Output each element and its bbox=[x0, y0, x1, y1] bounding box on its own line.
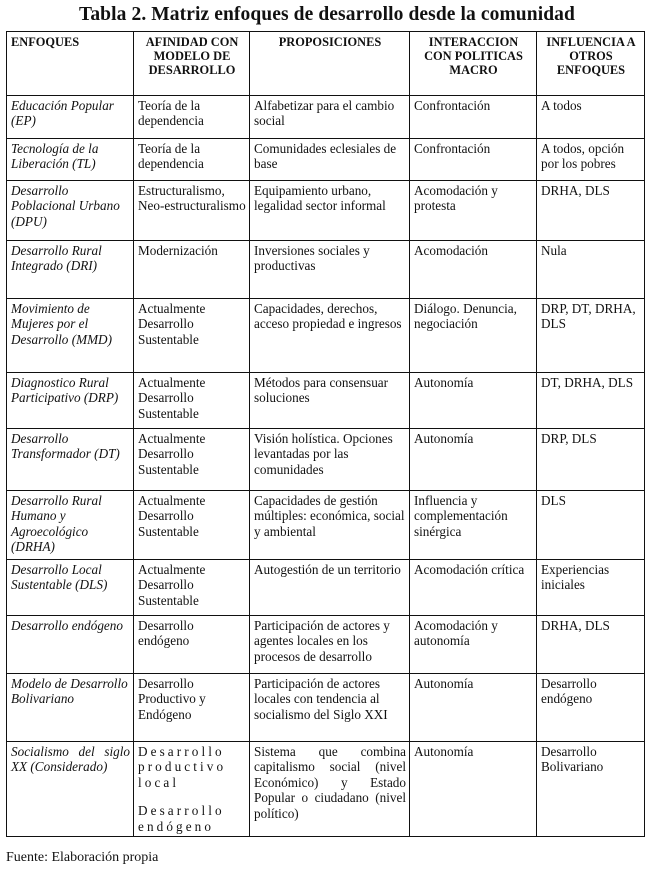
table-title: Tabla 2. Matriz enfoques de desarrollo desde la comunidad bbox=[79, 4, 575, 25]
source-note: Fuente: Elaboración propia bbox=[6, 850, 159, 865]
cell-enfoque: Tecnología de la Liberación (TL) bbox=[7, 139, 134, 181]
cell-interaccion: Autonomía bbox=[410, 373, 537, 429]
cell-afinidad: Teoría de la dependencia bbox=[134, 96, 250, 139]
cell-interaccion: Autonomía bbox=[410, 429, 537, 491]
cell-proposiciones: Capacidades, derechos, acceso propiedad e ingresos bbox=[250, 299, 410, 373]
cell-proposiciones: Sistema que combina capitalismo social (nivel Económico) y Estado Popular o ciudadano (nivel político) bbox=[250, 742, 410, 837]
cell-enfoque: Desarrollo Local Sustentable (DLS) bbox=[7, 560, 134, 616]
header-proposiciones: PROPOSICIONES bbox=[250, 32, 410, 96]
cell-interaccion: Confrontación bbox=[410, 96, 537, 139]
cell-influencia: Experiencias iniciales bbox=[537, 560, 645, 616]
cell-afinidad: Actualmente Desarrollo Sustentable bbox=[134, 491, 250, 560]
cell-proposiciones: Autogestión de un territorio bbox=[250, 560, 410, 616]
cell-enfoque: Diagnostico Rural Participativo (DRP) bbox=[7, 373, 134, 429]
cell-influencia: DRHA, DLS bbox=[537, 181, 645, 241]
cell-enfoque: Desarrollo Rural Integrado (DRI) bbox=[7, 241, 134, 299]
table-row bbox=[7, 96, 645, 139]
header-enfoques: ENFOQUES bbox=[7, 32, 134, 96]
cell-influencia: DRP, DT, DRHA, DLS bbox=[537, 299, 645, 373]
table-row bbox=[7, 491, 645, 560]
cell-interaccion: Acomodación bbox=[410, 241, 537, 299]
table-row bbox=[7, 560, 645, 616]
cell-spacer bbox=[138, 790, 246, 803]
cell-afinidad: Actualmente Desarrollo Sustentable bbox=[134, 373, 250, 429]
cell-influencia: Nula bbox=[537, 241, 645, 299]
cell-influencia: DRP, DLS bbox=[537, 429, 645, 491]
cell-proposiciones: Métodos para consensuar soluciones bbox=[250, 373, 410, 429]
cell-proposiciones: Inversiones sociales y productivas bbox=[250, 241, 410, 299]
header-afinidad: AFINIDAD CON MODELO DE DESARROLLO bbox=[134, 32, 250, 96]
table-header-row bbox=[7, 32, 645, 96]
cell-proposiciones: Capacidades de gestión múltiples: económica, social y ambiental bbox=[250, 491, 410, 560]
cell-proposiciones: Comunidades eclesiales de base bbox=[250, 139, 410, 181]
cell-afinidad: Estructuralismo, Neo-estructuralismo bbox=[134, 181, 250, 241]
cell-afinidad: Actualmente Desarrollo Sustentable bbox=[134, 299, 250, 373]
table-row bbox=[7, 299, 645, 373]
table-row bbox=[7, 241, 645, 299]
cell-proposiciones: Participación de actores y agentes locales en los procesos de desarrollo bbox=[250, 616, 410, 674]
cell-interaccion: Diálogo. Denuncia, negociación bbox=[410, 299, 537, 373]
cell-interaccion: Acomodación y autonomía bbox=[410, 616, 537, 674]
table-row bbox=[7, 742, 645, 837]
cell-interaccion: Acomodación y protesta bbox=[410, 181, 537, 241]
cell-afinidad: Actualmente Desarrollo Sustentable bbox=[134, 429, 250, 491]
cell-influencia: Desarrollo endógeno bbox=[537, 674, 645, 742]
cell-proposiciones: Alfabetizar para el cambio social bbox=[250, 96, 410, 139]
cell-proposiciones: Participación de actores locales con tendencia al socialismo del Siglo XXI bbox=[250, 674, 410, 742]
header-influencia: INFLUENCIA A OTROS ENFOQUES bbox=[537, 32, 645, 96]
cell-interaccion: Acomodación crítica bbox=[410, 560, 537, 616]
cell-influencia: DT, DRHA, DLS bbox=[537, 373, 645, 429]
cell-enfoque: Modelo de Desarrollo Bolivariano bbox=[7, 674, 134, 742]
cell-influencia: DLS bbox=[537, 491, 645, 560]
cell-afinidad: Desarrollo endógeno bbox=[134, 616, 250, 674]
header-interaccion: INTERACCION CON POLITICAS MACRO bbox=[410, 32, 537, 96]
table-row bbox=[7, 373, 645, 429]
cell-afinidad: Actualmente Desarrollo Sustentable bbox=[134, 560, 250, 616]
cell-influencia: A todos, opción por los pobres bbox=[537, 139, 645, 181]
cell-interaccion: Autonomía bbox=[410, 742, 537, 837]
cell-enfoque: Desarrollo Transformador (DT) bbox=[7, 429, 134, 491]
cell-influencia: Desarrollo Bolivariano bbox=[537, 742, 645, 837]
cell-interaccion: Autonomía bbox=[410, 674, 537, 742]
cell-enfoque: Movimiento de Mujeres por el Desarrollo (MMD) bbox=[7, 299, 134, 373]
development-approaches-table bbox=[6, 31, 645, 837]
cell-afinidad-part-2: Desarrollo endógeno bbox=[138, 803, 225, 834]
cell-afinidad bbox=[134, 742, 250, 837]
cell-influencia: DRHA, DLS bbox=[537, 616, 645, 674]
cell-enfoque: Desarrollo endógeno bbox=[7, 616, 134, 674]
cell-afinidad: Teoría de la dependencia bbox=[134, 139, 250, 181]
cell-enfoque: Desarrollo Poblacional Urbano (DPU) bbox=[7, 181, 134, 241]
table-row bbox=[7, 616, 645, 674]
cell-proposiciones: Equipamiento urbano, legalidad sector informal bbox=[250, 181, 410, 241]
cell-afinidad-part-1: Desarrollo productivo local bbox=[138, 744, 227, 790]
cell-enfoque: Educación Popular (EP) bbox=[7, 96, 134, 139]
cell-proposiciones: Visión holística. Opciones levantadas por las comunidades bbox=[250, 429, 410, 491]
cell-afinidad: Modernización bbox=[134, 241, 250, 299]
table-row bbox=[7, 429, 645, 491]
cell-enfoque: Socialismo del siglo XX (Considerado) bbox=[7, 742, 134, 837]
cell-influencia: A todos bbox=[537, 96, 645, 139]
cell-enfoque: Desarrollo Rural Humano y Agroecológico (DRHA) bbox=[7, 491, 134, 560]
table-row bbox=[7, 139, 645, 181]
cell-afinidad: Desarrollo Productivo y Endógeno bbox=[134, 674, 250, 742]
cell-interaccion: Influencia y complementación sinérgica bbox=[410, 491, 537, 560]
table-row bbox=[7, 181, 645, 241]
table-row bbox=[7, 674, 645, 742]
cell-interaccion: Confrontación bbox=[410, 139, 537, 181]
